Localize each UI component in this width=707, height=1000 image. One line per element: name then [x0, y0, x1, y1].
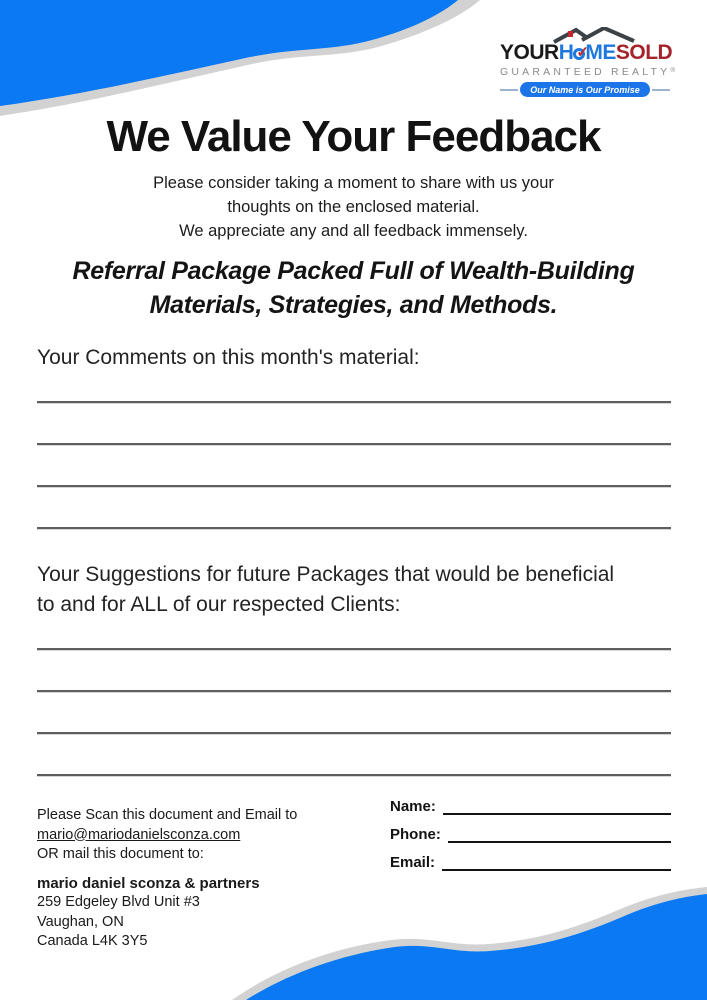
brand-tagline-row [500, 82, 670, 97]
name-field-label: Name: [390, 798, 436, 815]
suggestions-writing-line-2 [37, 690, 671, 692]
comments-writing-line-4 [37, 527, 671, 529]
page-subtitle [0, 171, 707, 243]
comments-writing-line-2 [37, 443, 671, 445]
referral-package-heading [0, 254, 707, 322]
address-line-1: 259 Edgeley Blvd Unit #3 [37, 894, 200, 910]
brand-letter-h: H [558, 41, 574, 64]
email-field-input-line[interactable] [442, 857, 671, 871]
email-link[interactable]: mario@mariodanielsconza.com [37, 826, 241, 843]
email-field-row [390, 853, 671, 871]
phone-field-row [390, 825, 671, 843]
phone-field-input-line[interactable] [448, 829, 671, 843]
contact-fields-block [390, 797, 671, 881]
subtitle-line-2: thoughts on the enclosed material. [227, 198, 480, 216]
address-line-2: Vaughan, ON [37, 913, 124, 930]
subtitle-line-3: We appreciate any and all feedback immensely. [179, 222, 528, 240]
comments-writing-line-1 [37, 401, 671, 403]
suggestions-writing-line-4 [37, 774, 671, 776]
mail-instruction-text: OR mail this document to: [37, 846, 204, 862]
tagline-right-rule [652, 89, 670, 91]
brand-tagline-pill: Our Name is Our Promise [520, 82, 650, 97]
tagline-left-rule [500, 89, 518, 91]
subtitle-line-1: Please consider taking a moment to share with us your [153, 174, 554, 192]
suggestions-writing-line-1 [37, 648, 671, 650]
name-field-input-line[interactable] [443, 801, 671, 815]
email-field-label: Email: [390, 854, 436, 871]
footer-contact-block [37, 806, 367, 952]
comments-section-label: Your Comments on this month's material: [37, 346, 420, 369]
suggestions-writing-line-3 [37, 732, 671, 734]
company-name: mario daniel sconza & partners [37, 874, 260, 892]
name-field-row [390, 797, 671, 815]
checkmark-circle-icon: ✓ [573, 48, 585, 60]
brand-subtitle: GUARANTEED REALTY® [500, 66, 676, 78]
phone-field-label: Phone: [390, 826, 441, 843]
suggestions-section-label: Your Suggestions for future Packages that would be beneficial to and for ALL of our respected Clients: [37, 563, 615, 616]
brand-logo [500, 28, 676, 97]
brand-word-your: YOUR [500, 41, 559, 64]
scan-instruction-text: Please Scan this document and Email to [37, 807, 298, 823]
brand-wordmark [500, 41, 673, 65]
address-line-3: Canada L4K 3Y5 [37, 933, 148, 949]
brand-word-sold: SOLD [615, 41, 673, 64]
page-title: We Value Your Feedback [106, 112, 601, 161]
comments-writing-line-3 [37, 485, 671, 487]
referral-heading-line-1: Referral Package Packed Full of Wealth-Building [72, 257, 635, 285]
brand-word-me: ME [585, 41, 616, 64]
referral-heading-line-2: Materials, Strategies, and Methods. [149, 291, 558, 319]
registered-mark: ® [670, 67, 676, 74]
